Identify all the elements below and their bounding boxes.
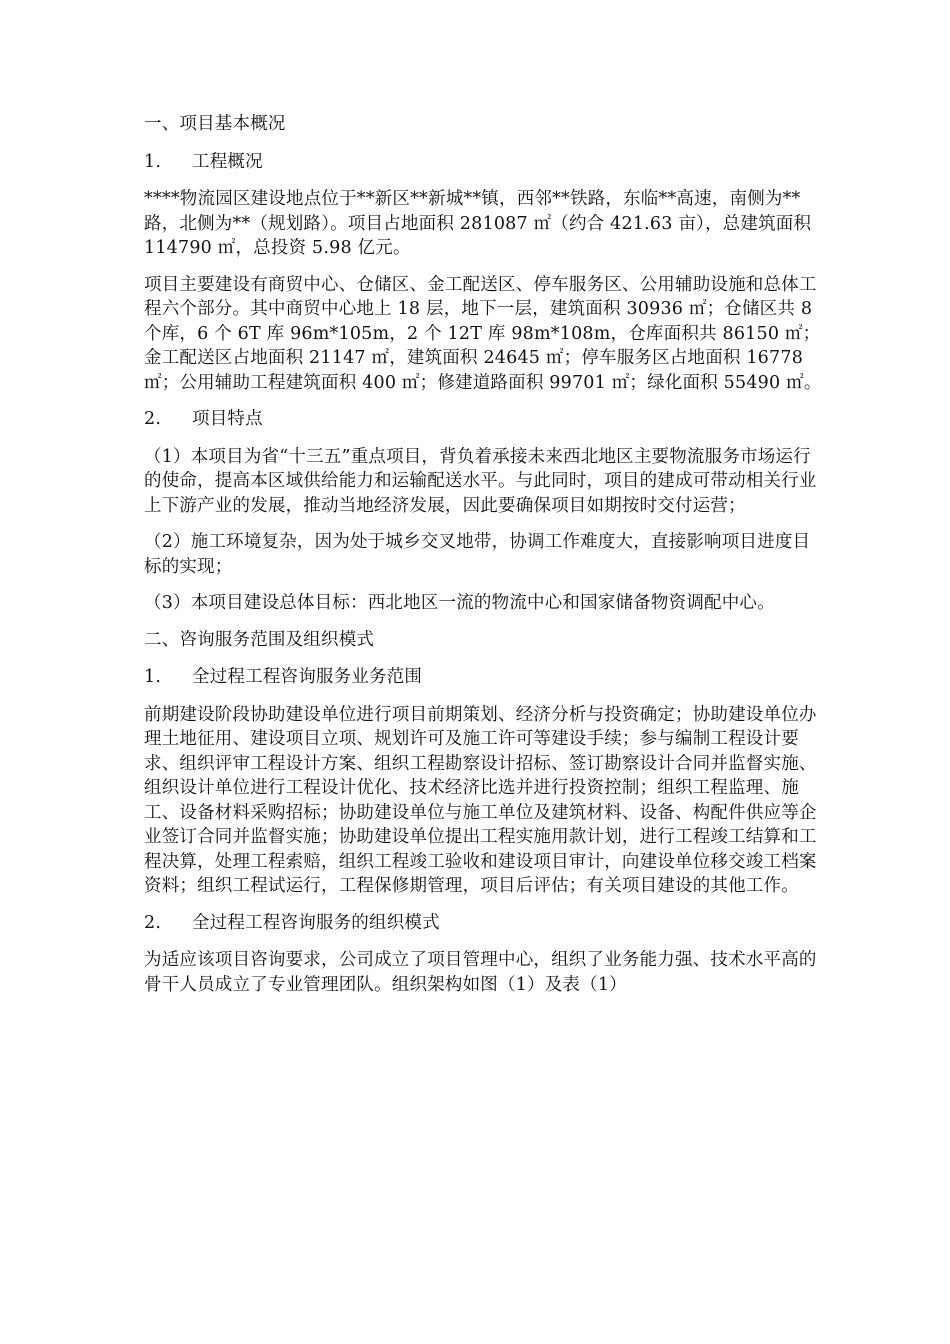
section-2-title: 二、咨询服务范围及组织模式 bbox=[144, 629, 375, 650]
section-2-item-1-heading bbox=[144, 665, 824, 690]
section-1-item-2-title: 项目特点 bbox=[192, 409, 263, 429]
section-2-item-2-heading bbox=[144, 911, 824, 936]
document-body bbox=[144, 112, 824, 1009]
paragraph-construction-content: 项目主要建设有商贸中心、仓储区、金工配送区、停车服务区、公用辅助设施和总体工程六个部分。其中商贸中心地上 18 层，地下一层，建筑面积 30936 ㎡；仓储区共 8 个库，6 个 6T 库 96m*105m，2 个 12T 库 98m*108m，仓库面积共 86150 ㎡；金工配送区占地面积 21147 ㎡，建筑面积 24645 ㎡；停车服务区占地面积 16778 ㎡；公用辅助工程建筑面积 400 ㎡；修建道路面积 99701 ㎡；绿化面积 55490 ㎡。 bbox=[144, 274, 822, 393]
section-2-item-1-number: 1. bbox=[144, 667, 162, 687]
paragraph-feature-3: （3）本项目建设总体目标：西北地区一流的物流中心和国家储备物资调配中心。 bbox=[144, 593, 775, 613]
section-1-item-1-title: 工程概况 bbox=[192, 151, 263, 172]
section-1-item-2-heading bbox=[144, 407, 824, 432]
section-2-item-1-title: 全过程工程咨询服务业务范围 bbox=[192, 667, 423, 687]
section-1-item-1-heading bbox=[144, 150, 824, 175]
section-1-title: 一、项目基本概况 bbox=[144, 114, 286, 134]
section-1-item-1-number: 1. bbox=[144, 151, 162, 172]
paragraph-feature-2: （2）施工环境复杂，因为处于城乡交叉地带，协调工作难度大，直接影响项目进度目标的实现； bbox=[144, 532, 811, 577]
paragraph-service-scope: 前期建设阶段协助建设单位进行项目前期策划、经济分析与投资确定；协助建设单位办理土地征用、建设项目立项、规划许可及施工许可等建设手续；参与编制工程设计要求、组织评审工程设计方案、组织工程勘察设计招标、签订勘察设计合同并监督实施、组织设计单位进行工程设计优化、技术经济比选并进行投资控制；组织工程监理、施工、设备材料采购招标；协助建设单位与施工单位及建筑材料、设备、构配件供应等企业签订合同并监督实施；协助建设单位提出工程实施用款计划，进行工程竣工结算和工程决算，处理工程索赔，组织工程竣工验收和建设项目审计，向建设单位移交竣工档案资料；组织工程试运行，工程保修期管理，项目后评估；有关项目建设的其他工作。 bbox=[144, 704, 817, 896]
section-1-item-2-number: 2. bbox=[144, 409, 162, 429]
section-2-item-2-number: 2. bbox=[144, 912, 162, 933]
paragraph-project-location: ****物流园区建设地点位于**新区**新城**镇，西邻**铁路，东临**高速，南侧为**路，北侧为**（规划路）。项目占地面积 281087 ㎡（约合 421.63 亩），总建筑面积 114790 ㎡，总投资 5.98 亿元。 bbox=[144, 189, 817, 258]
paragraph-organization-model: 为适应该项目咨询要求，公司成立了项目管理中心，组织了业务能力强、技术水平高的骨干人员成立了专业管理团队。组织架构如图（1）及表（1） bbox=[144, 950, 817, 995]
section-2-item-2-title: 全过程工程咨询服务的组织模式 bbox=[192, 912, 440, 933]
paragraph-feature-1: （1）本项目为省“十三五”重点项目，背负着承接未来西北地区主要物流服务市场运行的使命，提高本区域供给能力和运输配送水平。与此同时，项目的建成可带动相关行业上下游产业的发展，推动当地经济发展，因此要确保项目如期按时交付运营； bbox=[144, 446, 817, 516]
